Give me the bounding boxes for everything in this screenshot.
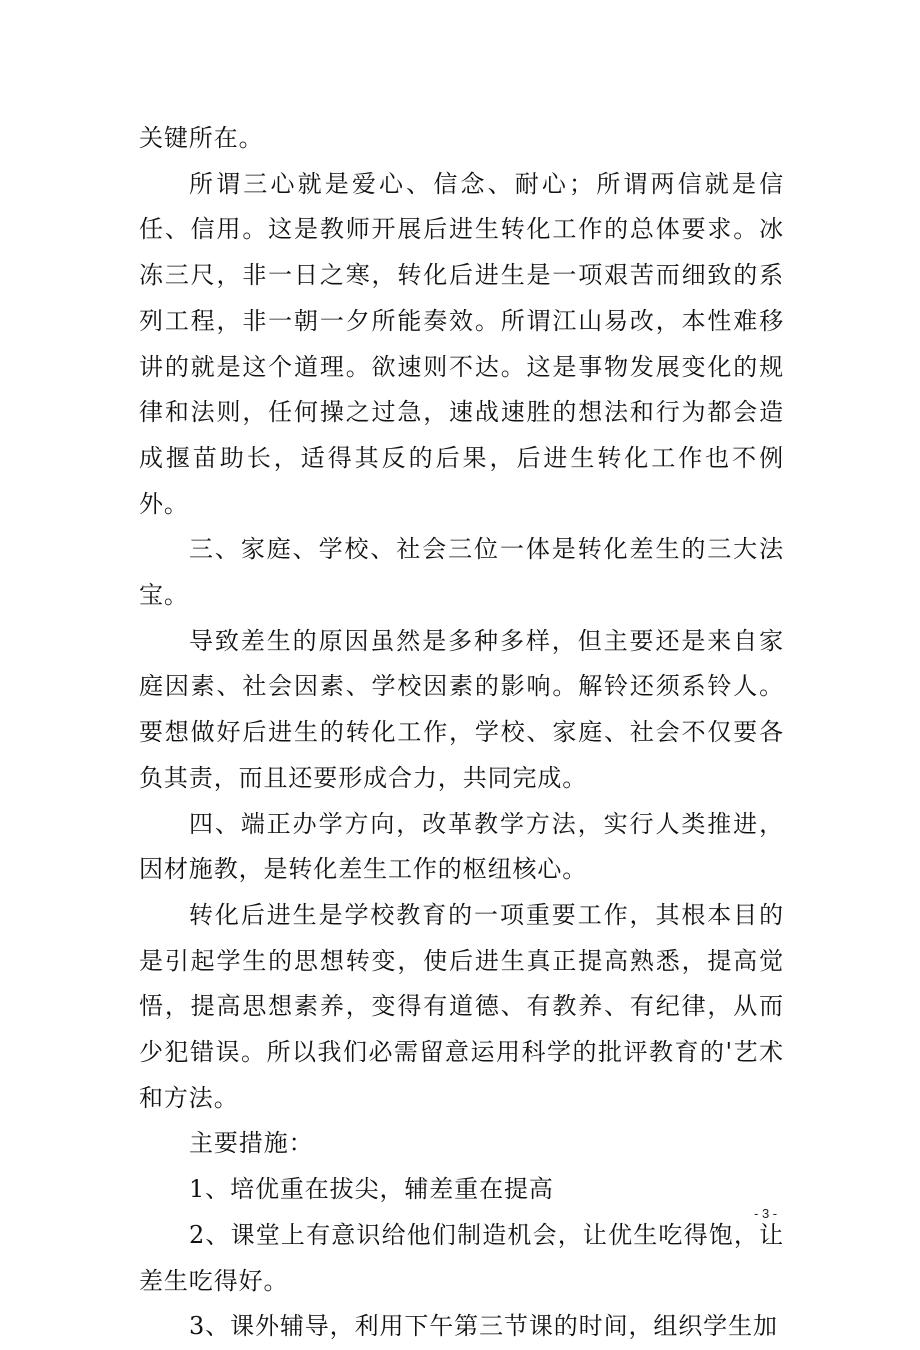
paragraph-2: 所谓三心就是爱心、信念、耐心；所谓两信就是信任、信用。这是教师开展后进生转化工作的总体要求。冰冻三尺，非一日之寒，转化后进生是一项艰苦而细致的系列工程，非一朝一夕所能奏效。所谓江山易改，本性难移讲的就是这个道理。欲速则不达。这是事物发展变化的规律和法则，任何操之过急，速战速胜的想法和行为都会造成揠苗助长，适得其反的后果，后进生转化工作也不例外。 (139, 169, 784, 518)
paragraph-5: 四、端正办学方向，改革教学方法，实行人类推进，因材施教，是转化差生工作的枢纽核心。 (139, 809, 784, 884)
document-body (139, 116, 784, 1350)
paragraph-3: 三、家庭、学校、社会三位一体是转化差生的三大法宝。 (139, 535, 784, 610)
paragraph-8: 1、培优重在拔尖，辅差重在提高 (189, 1175, 554, 1204)
page-number: - 3 - (754, 1206, 778, 1221)
paragraph-9: 2、课堂上有意识给他们制造机会，让优生吃得饱，让差生吃得好。 (139, 1220, 784, 1295)
paragraph-6: 转化后进生是学校教育的一项重要工作，其根本目的是引起学生的思想转变，使后进生真正提高熟悉，提高觉悟，提高思想素养，变得有道德、有教养、有纪律，从而少犯错误。所以我们必需留意运用科学的批评教育的'艺术和方法。 (139, 900, 784, 1112)
paragraph-10: 3、课外辅导，利用下午第三节课的时间，组织学生加 (189, 1312, 778, 1341)
paragraph-7: 主要措施： (189, 1129, 314, 1158)
paragraph-4: 导致差生的原因虽然是多种多样，但主要还是来自家庭因素、社会因素、学校因素的影响。解铃还须系铃人。要想做好后进生的转化工作，学校、家庭、社会不仅要各负其责，而且还要形成合力，共同完成。 (139, 626, 784, 792)
paragraph-1: 关键所在。 (139, 124, 264, 152)
